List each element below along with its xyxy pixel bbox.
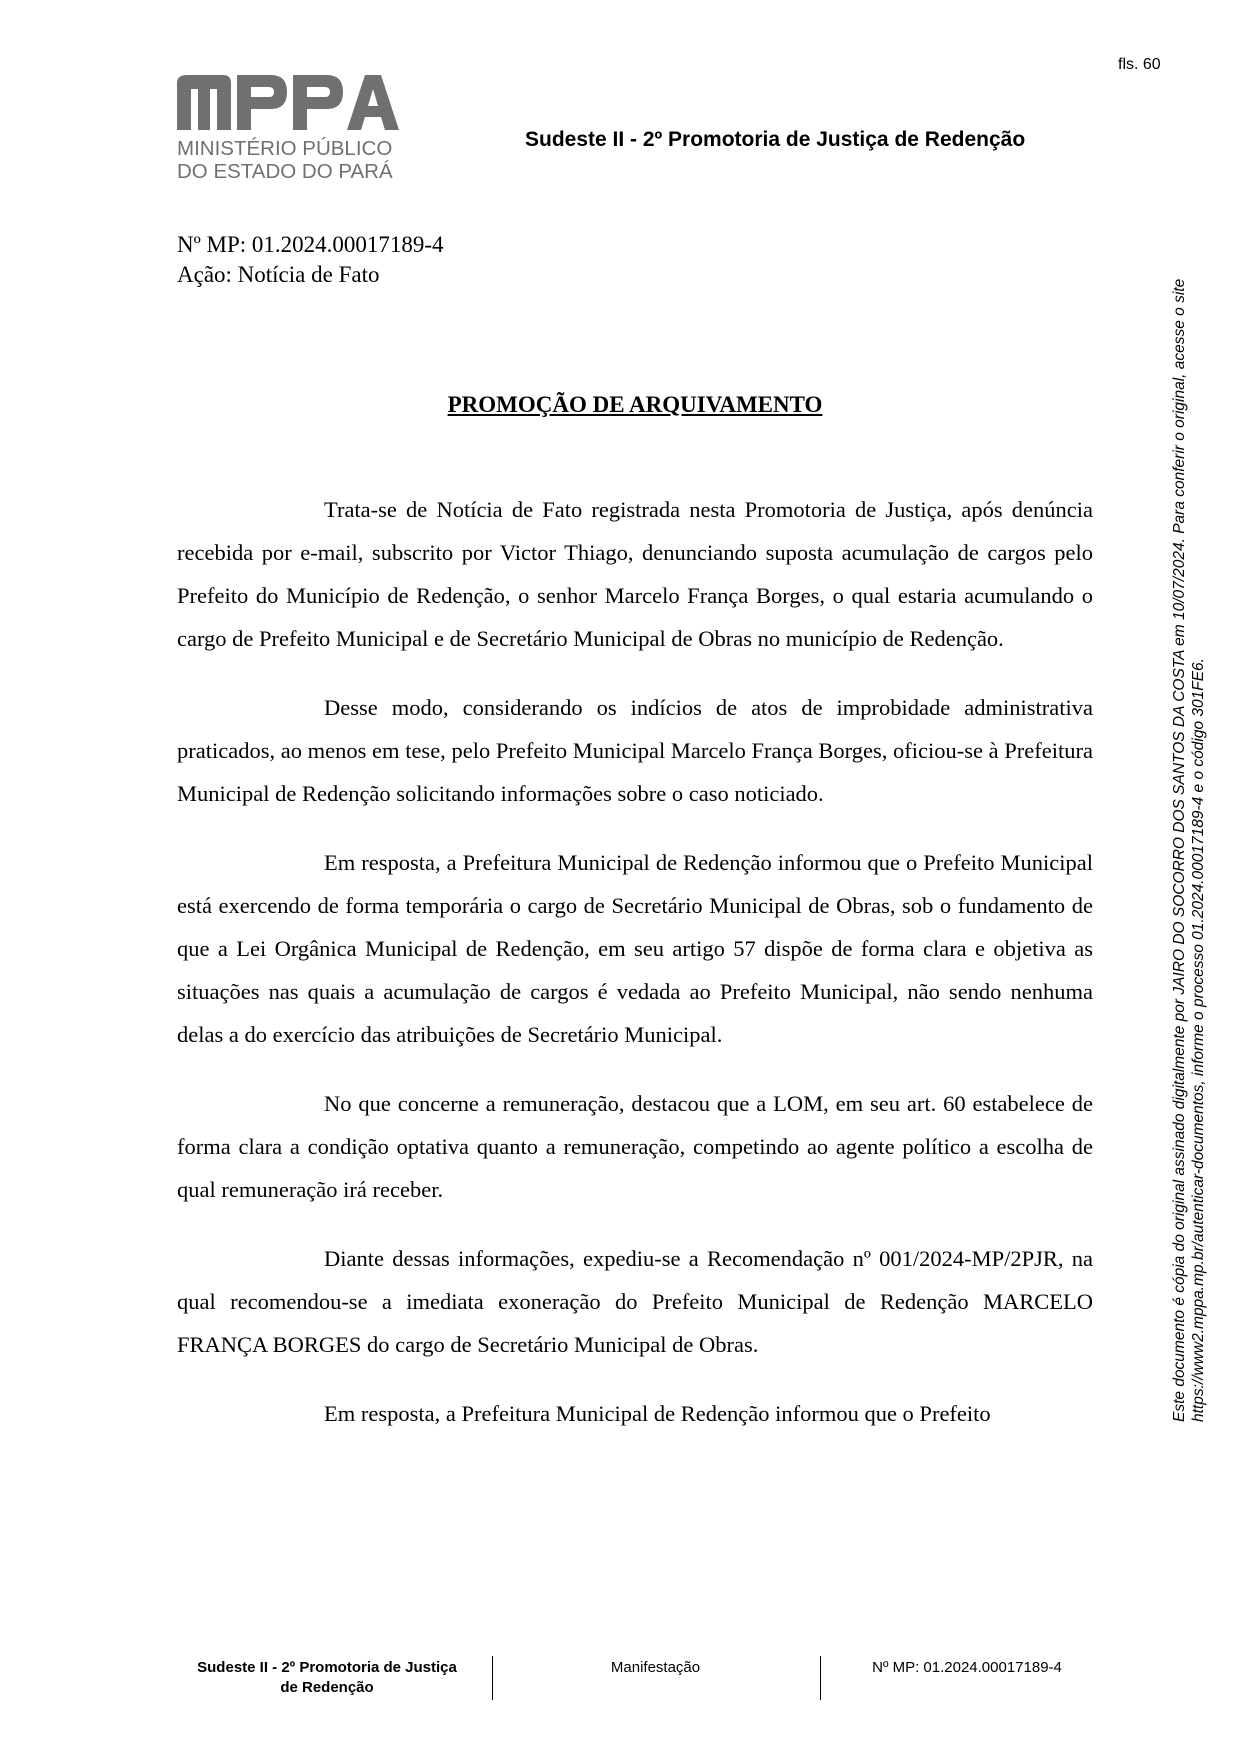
page-number: fls. 60 — [1118, 56, 1161, 73]
mppa-logo-mark — [177, 75, 402, 195]
logo-name-line2: DO ESTADO DO PARÁ — [177, 160, 393, 183]
paragraph: Em resposta, a Prefeitura Municipal de Redenção informou que o Prefeito — [324, 1401, 991, 1426]
document-title: PROMOÇÃO DE ARQUIVAMENTO — [447, 392, 823, 417]
case-info — [177, 230, 444, 290]
paragraph: Diante dessas informações, expediu-se a Recomendação nº 001/2024-MP/2PJR, na qual recomendou-se a imediata exoneração do Prefeito Municipal de Redenção MARCELO FRANÇA BORGES do cargo de Secretário Municipal de Obras. — [177, 1246, 1093, 1357]
footer-divider — [820, 1656, 821, 1700]
footer-doc-type: Manifestação — [610, 1659, 701, 1676]
paragraph: Desse modo, considerando os indícios de atos de improbidade administrativa praticados, ao menos em tese, pelo Prefeito Municipal Marcelo França Borges, oficiou-se à Prefeitura Municipal de Redenção solicitando informações sobre o caso noticiado. — [177, 695, 1093, 806]
stamp-line2: https://www2.mppa.mp.br/autenticar-documentos, informe o processo 01.2024.00017189-4 e o código 301FE6. — [1190, 658, 1207, 1422]
header-office: Sudeste II - 2º Promotoria de Justiça de Redenção — [525, 128, 1026, 151]
stamp-line1: Este documento é cópia do original assinado digitalmente por JAIRO DO SOCORRO DOS SANTOS DA COSTA em 10/07/2024. Para conferir o original, acesse o site — [1171, 278, 1188, 1422]
footer-mp-number: Nº MP: 01.2024.00017189-4 — [872, 1659, 1062, 1676]
document-body — [177, 488, 1093, 1461]
footer-office-line1: Sudeste II - 2º Promotoria de Justiça — [197, 1659, 457, 1676]
paragraph: No que concerne a remuneração, destacou que a LOM, em seu art. 60 estabelece de forma clara a condição optativa quanto a remuneração, competindo ao agente político a escolha de qual remuneração irá receber. — [177, 1091, 1093, 1202]
authentication-stamp — [1170, 278, 1208, 1422]
footer-office — [177, 1658, 477, 1698]
mppa-logo — [177, 75, 402, 195]
case-action: Ação: Notícia de Fato — [177, 262, 380, 287]
paragraph: Em resposta, a Prefeitura Municipal de Redenção informou que o Prefeito Municipal está exercendo de forma temporária o cargo de Secretário Municipal de Obras, sob o fundamento de que a Lei Orgânica Municipal de Redenção, em seu artigo 57 dispõe de forma clara e objetiva as situações nas quais a acumulação de cargos é vedada ao Prefeito Municipal, não sendo nenhuma delas a do exercício das atribuições de Secretário Municipal. — [177, 850, 1093, 1047]
case-mp-number: Nº MP: 01.2024.00017189-4 — [177, 232, 444, 257]
page-footer — [177, 1658, 1097, 1702]
footer-office-line2: de Redenção — [280, 1679, 374, 1696]
paragraph: Trata-se de Notícia de Fato registrada nesta Promotoria de Justiça, após denúncia recebida por e-mail, subscrito por Victor Thiago, denunciando suposta acumulação de cargos pelo Prefeito do Município de Redenção, o senhor Marcelo França Borges, o qual estaria acumulando o cargo de Prefeito Municipal e de Secretário Municipal de Obras no município de Redenção. — [177, 497, 1093, 651]
logo-name-line1: MINISTÉRIO PÚBLICO — [177, 137, 393, 160]
